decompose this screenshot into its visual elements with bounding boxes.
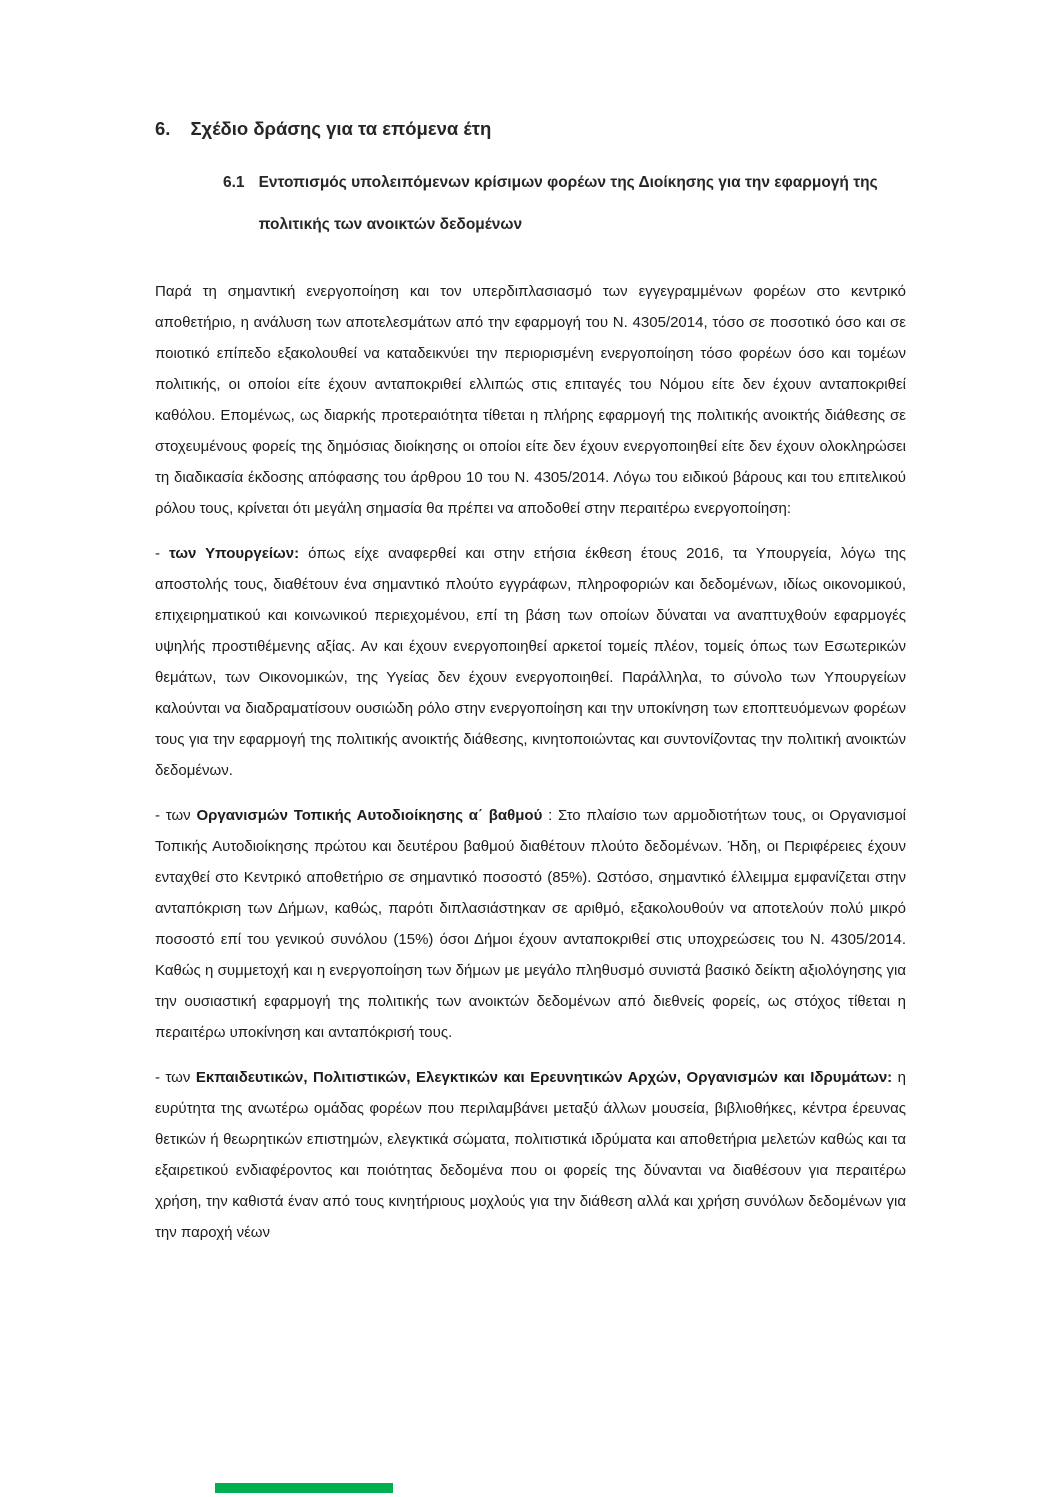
green-highlight-bar (215, 1483, 393, 1493)
paragraph-text: η ευρύτητα της ανωτέρω ομάδας φορέων που περιλαμβάνει μεταξύ άλλων μουσεία, βιβλιοθήκες, κέντρα έρευνας θετικών ή θεωρητικών επιστημών, ελεγκτικά σώματα, πολιτιστικά ιδρύματα και αποθετήρια μελετών καθώς και τα εξαιρετικού ενδιαφέροντος και ποιότητας δεδομένα που οι φορείς της δύνανται να διαθέσουν για περαιτέρω χρήση, την καθιστά έναν από τους κινητήριους μοχλούς για την διάθεση αλλά και χρήση συνόλων δεδομένων για την παροχή νέων (155, 1069, 906, 1241)
paragraph-institutions (155, 1062, 906, 1248)
paragraph-text: όπως είχε αναφερθεί και στην ετήσια έκθεση έτους 2016, τα Υπουργεία, λόγω της αποστολής τους, διαθέτουν ένα σημαντικό πλούτο εγγράφων, πληροφοριών και δεδομένων, ιδίως οικονομικού, επιχειρηματικού και κοινωνικού περιεχομένου, επί τη βάση των οποίων δύναται να αναπτυχθούν εφαρμογές υψηλής προστιθέμενης αξίας. Αν και έχουν ενεργοποιηθεί αρκετοί τομείς πλέον, τομείς όπως των Εσωτερικών θεμάτων, των Οικονομικών, της Υγείας δεν έχουν ενεργοποιηθεί. Παράλληλα, το σύνολο των Υπουργείων καλούνται να διαδραματίσουν ουσιώδη ρόλο στην ενεργοποίηση και την υποκίνηση των εποπτευόμενων φορέων τους για την εφαρμογή της πολιτικής ανοικτής διάθεσης, κινητοποιώντας και συντονίζοντας την πολιτική ανοικτών δεδομένων. (155, 545, 906, 779)
paragraph-text: : Στο πλαίσιο των αρμοδιοτήτων τους, οι Οργανισμοί Τοπικής Αυτοδιοίκησης πρώτου και δευτέρου βαθμού διαθέτουν πλούτο δεδομένων. Ήδη, οι Περιφέρειες έχουν ενταχθεί στο Κεντρικό αποθετήριο σε σημαντικό ποσοστό (85%). Ωστόσο, σημαντικό έλλειμμα εμφανίζεται στην ανταπόκριση των Δήμων, καθώς, παρότι διπλασιάστηκαν σε αριθμό, εξακολουθούν να αποτελούν πολύ μικρό ποσοστό επί του γενικού συνόλου (15%) όσοι Δήμοι έχουν ανταποκριθεί στις υποχρεώσεις του Ν. 4305/2014. Καθώς η συμμετοχή και η ενεργοποίηση των δήμων με μεγάλο πληθυσμό συνιστά βασικό δείκτη αξιολόγησης για την ουσιαστική εφαρμογή της πολιτικής των ανοικτών δεδομένων από διεθνείς φορείς, ως στόχος τίθεται η περαιτέρω υποκίνηση και ανταπόκρισή τους. (155, 807, 906, 1041)
subsection-heading (223, 162, 906, 246)
section-number: 6. (155, 118, 171, 139)
subsection-title: Εντοπισμός υπολειπόμενων κρίσιμων φορέων της Διοίκησης για την εφαρμογή της πολιτικής των ανοικτών δεδομένων (258, 174, 878, 233)
paragraph-lead-bold: Οργανισμών Τοπικής Αυτοδιοίκησης α΄ βαθμού (196, 807, 543, 824)
bullet-dash: - (155, 545, 170, 562)
section-heading (155, 118, 906, 140)
paragraph-lead-bold: Εκπαιδευτικών, Πολιτιστικών, Ελεγκτικών και Ερευνητικών Αρχών, Οργανισμών και Ιδρυμάτων: (195, 1069, 893, 1086)
paragraph-local-government (155, 800, 906, 1048)
bullet-dash: - των (155, 807, 197, 824)
paragraph-text: Παρά τη σημαντική ενεργοποίηση και τον υπερδιπλασιασμό των εγγεγραμμένων φορέων στο κεντρικό αποθετήριο, η ανάλυση των αποτελεσμάτων από την εφαρμογή του Ν. 4305/2014, τόσο σε ποσοτικό όσο και σε ποιοτικό επίπεδο εξακολουθεί να καταδεικνύει την περιορισμένη ενεργοποίηση τόσο φορέων όσο και τομέων πολιτικής, οι οποίοι είτε έχουν ανταποκριθεί ελλιπώς στις επιταγές του Νόμου είτε δεν έχουν ανταποκριθεί καθόλου. Επομένως, ως διαρκής προτεραιότητα τίθεται η πλήρης εφαρμογή της πολιτικής ανοικτής διάθεσης σε στοχευμένους φορείς της δημόσιας διοίκησης οι οποίοι είτε δεν έχουν ενεργοποιηθεί είτε δεν έχουν ολοκληρώσει τη διαδικασία έκδοσης απόφασης του άρθρου 10 του Ν. 4305/2014. Λόγω του ειδικού βάρους και του επιτελικού ρόλου τους, κρίνεται ότι μεγάλη σημασία θα πρέπει να αποδοθεί στην περαιτέρω ενεργοποίηση: (155, 283, 906, 517)
paragraph-intro (155, 276, 906, 524)
section-title: Σχέδιο δράσης για τα επόμενα έτη (190, 118, 492, 139)
subsection-number: 6.1 (223, 174, 245, 191)
paragraph-lead-bold: των Υπουργείων: (169, 545, 300, 562)
bullet-dash: - των (155, 1069, 196, 1086)
paragraph-ministries (155, 538, 906, 786)
